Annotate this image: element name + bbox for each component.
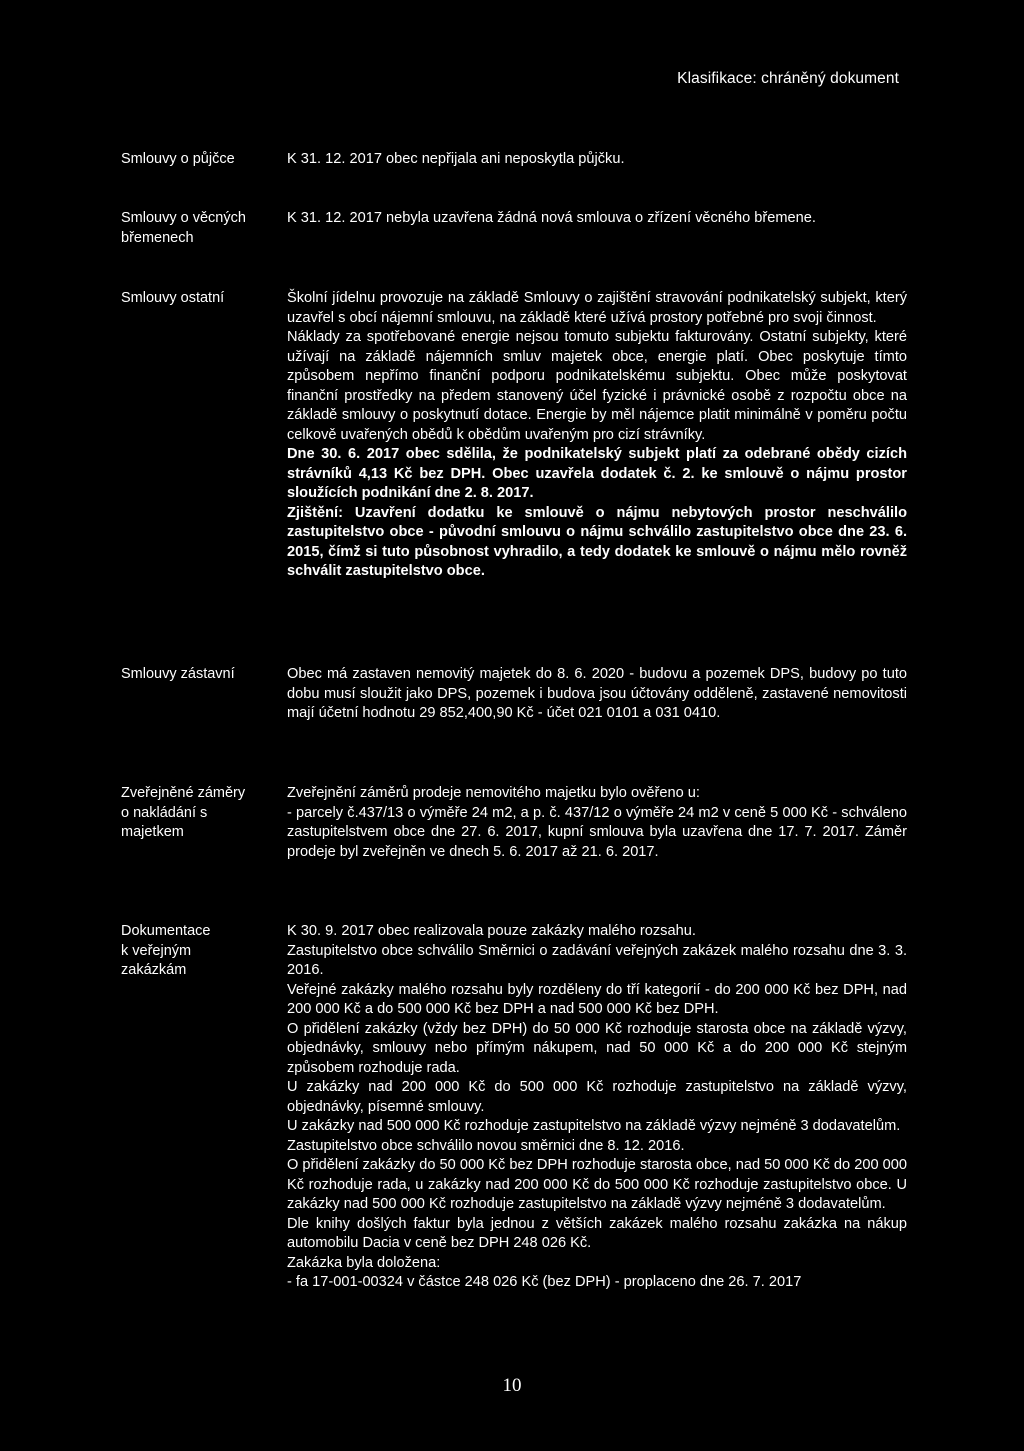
paragraph: Zveřejnění záměrů prodeje nemovitého majetku bylo ověřeno u: [287, 785, 700, 801]
label-line: Dokumentace [121, 923, 211, 939]
paragraph: U zakázky nad 500 000 Kč rozhoduje zastupitelstvo na základě výzvy nejméně 3 dodavatelům. [287, 1118, 901, 1134]
paragraph: Obec má zastaven nemovitý majetek do 8. 6. 2020 - budovu a pozemek DPS, budovy po tuto dobu musí sloužit jako DPS, pozemek i budova jsou účtovány odděleně, zastavené nemovitosti mají účetní hodnotu 29 852,400,90 Kč - účet 021 0101 a 031 0410. [287, 666, 907, 721]
paragraph: Zastupitelstvo obce schválilo Směrnici o zadávání veřejných zakázek malého rozsahu dne 3. 3. 2016. [287, 942, 907, 978]
paragraph: U zakázky nad 200 000 Kč do 500 000 Kč rozhoduje zastupitelstvo na základě výzvy, objednávky, písemné smlouvy. [287, 1079, 907, 1115]
paragraph: Zastupitelstvo obce schválilo novou směrnici dne 8. 12. 2016. [287, 1137, 685, 1154]
paragraph: Zakázka byla doložena: [287, 1254, 441, 1271]
paragraph: K 30. 9. 2017 obec realizovala pouze zakázky malého rozsahu. [287, 923, 696, 939]
paragraph: Školní jídelnu provozuje na základě Smlouvy o zajištění stravování podnikatelský subjekt, který uzavřel s obcí nájemní smlouvu, na základě které užívá prostory potřebné pro svoji činnost. [287, 290, 907, 326]
section-label: Smlouvy zástavní [121, 666, 235, 682]
paragraph: Veřejné zakázky malého rozsahu byly rozděleny do tří kategorií - do 200 000 Kč bez DPH, nad 200 000 Kč a do 500 000 Kč bez DPH a nad 500 000 Kč bez DPH. [287, 981, 907, 1017]
paragraph-bold: Dne 30. 6. 2017 obec sdělila, že podnikatelský subjekt platí za odebrané obědy cizích strávníků 4,13 Kč bez DPH. Obec uzavřela dodatek č. 2. ke smlouvě o nájmu prostor sloužících podnikání dne 2. 8. 2017. [287, 446, 907, 501]
section-text [287, 209, 907, 229]
section-text [287, 150, 907, 170]
label-line: k veřejným [121, 942, 192, 959]
section-label [121, 922, 281, 981]
paragraph: - parcely č.437/13 o výměře 24 m2, a p. č. 437/12 o výměře 24 m2 v ceně 5 000 Kč - schváleno zastupitelstvem obce dne 27. 6. 2017, kupní smlouva byla uzavřena dne 17. 7. 2017. Záměr prodeje byl zveřejněn ve dnech 5. 6. 2017 až 21. 6. 2017. [287, 804, 907, 860]
section-text [287, 922, 907, 1293]
label-line: Smlouvy o věcných [121, 210, 246, 226]
finding-paragraph: Zjištění: Uzavření dodatku ke smlouvě o nájmu nebytových prostor neschválilo zastupitelstvo obce - původní smlouvu o nájmu schválilo zastupitelstvo obce dne 23. 6. 2015, čímž si tuto působnost vyhradilo, a tedy dodatek ke smlouvě o nájmu mělo rovněž schválit zastupitelstvo obce. [287, 504, 907, 579]
classification-label: Klasifikace: chráněný dokument [677, 70, 899, 87]
section-label: Smlouvy o půjčce [121, 151, 235, 167]
paragraph: Náklady za spotřebované energie nejsou tomuto subjektu fakturovány. Ostatní subjekty, které užívají na základě nájemních smluv majetek obce, energie platí. Obec poskytuje tímto způsobem nepřímo finanční podporu podnikatelskému subjektu. Obec může poskytovat finanční prostředky na předem stanovený účel fyzické i právnické osobě z rozpočtu obce na základě smlouvy o poskytnutí dotace. Energie by měl nájemce platit minimálně v poměru počtu celkově uvařených obědů k obědům uvařeným pro cizí strávníky. [287, 329, 907, 443]
label-line: majetkem [121, 824, 184, 840]
paragraph: - fa 17-001-00324 v částce 248 026 Kč (bez DPH) - proplaceno dne 26. 7. 2017 [287, 1274, 802, 1290]
label-line: Zveřejněné záměry [121, 785, 246, 801]
label-line: zakázkám [121, 962, 187, 978]
page-number: 10 [502, 1375, 522, 1396]
paragraph: Dle knihy došlých faktur byla jednou z větších zakázek malého rozsahu zakázka na nákup automobilu Dacia v ceně bez DPH 248 026 Kč. [287, 1215, 907, 1251]
section-label [121, 209, 281, 248]
paragraph: K 31. 12. 2017 nebyla uzavřena žádná nová smlouva o zřízení věcného břemene. [287, 210, 816, 226]
section-text [287, 665, 907, 724]
section-text [287, 289, 907, 582]
paragraph: K 31. 12. 2017 obec nepřijala ani neposkytla půjčku. [287, 151, 625, 167]
section-label [121, 784, 281, 843]
section-text [287, 784, 907, 862]
paragraph: O přidělení zakázky (vždy bez DPH) do 50 000 Kč rozhoduje starosta obce na základě výzvy, objednávky, smlouvy nebo přímým nákupem, nad 50 000 Kč a do 200 000 Kč stejným způsobem rozhoduje rada. [287, 1020, 907, 1076]
section-label: Smlouvy ostatní [121, 290, 225, 306]
label-line: břemenech [121, 229, 194, 246]
paragraph: O přidělení zakázky do 50 000 Kč bez DPH rozhoduje starosta obce, nad 50 000 Kč do 200 000 Kč rozhoduje rada, u zakázky nad 200 000 Kč do 500 000 Kč rozhoduje zastupitelstvo obce. U zakázky nad 500 000 Kč rozhoduje zastupitelstvo na základě výzvy nejméně 3 dodavatelům. [287, 1157, 907, 1212]
label-line: o nakládání s [121, 804, 208, 821]
